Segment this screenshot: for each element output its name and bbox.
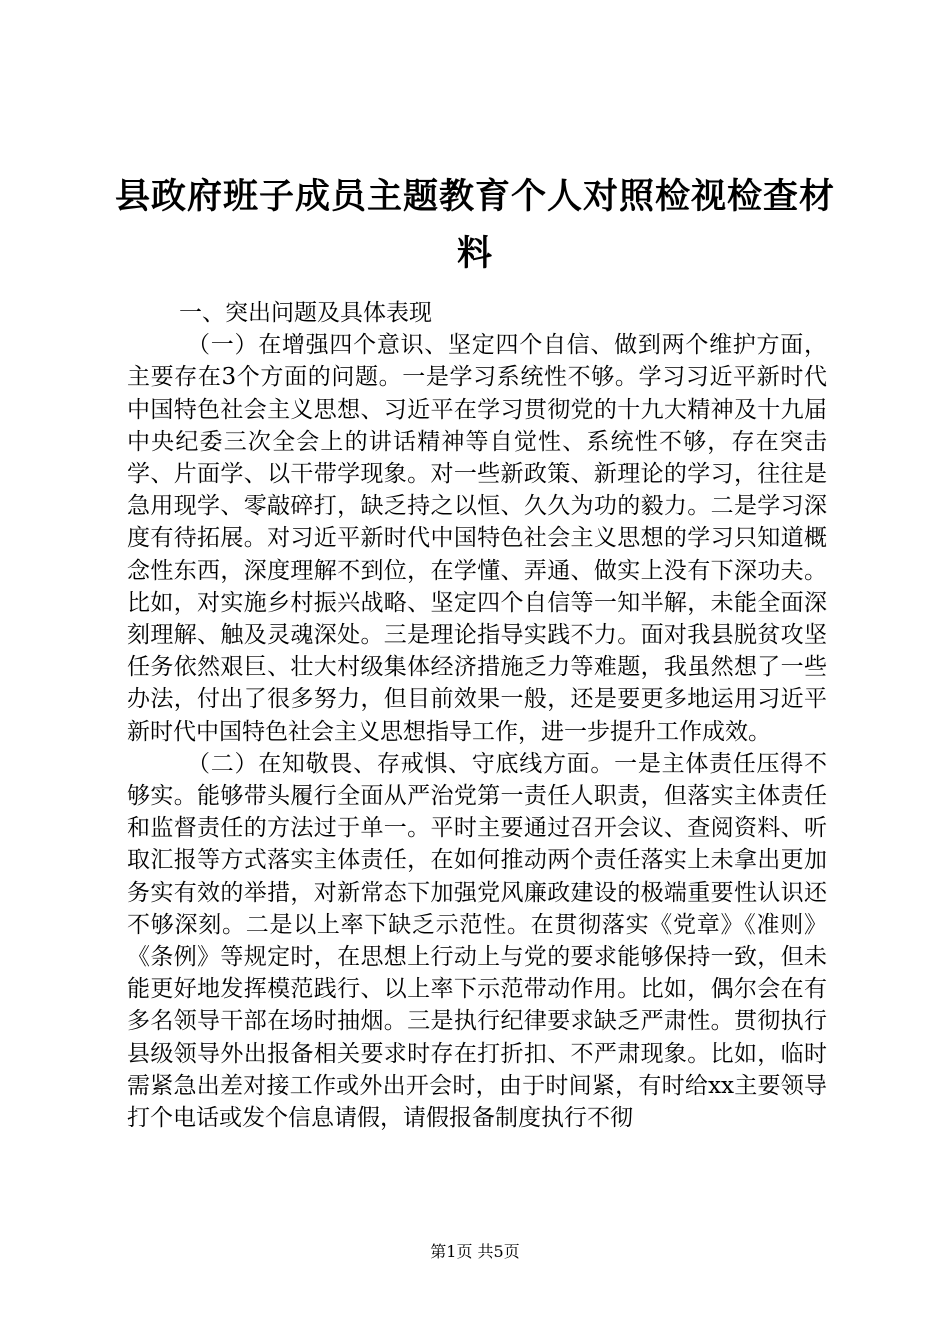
paragraph-2: （二）在知敬畏、存戒惧、守底线方面。一是主体责任压得不够实。能够带头履行全面从严治党第一责任人职责，但落实主体责任和监督责任的方法过于单一。平时主要通过召开会议、查阅资料、听取汇报等方式落实主体责任，在如何推动两个责任落实上未拿出更加务实有效的举措，对新常态下加强党风廉政建设的极端重要性认识还不够深刻。二是以上率下缺乏示范性。在贯彻落实《党章》《准则》《条例》等规定时，在思想上行动上与党的要求能够保持一致，但未能更好地发挥模范践行、以上率下示范带动作用。比如，偶尔会在有多名领导干部在场时抽烟。三是执行纪律要求缺乏严肃性。贯彻执行县级领导外出报备相关要求时存在打折扣、不严肃现象。比如，临时需紧急出差对接工作或外出开会时，由于时间紧，有时给xx主要领导打个电话或发个信息请假，请假报备制度执行不彻 — [127, 750, 827, 1132]
page-footer: 第1页 共5页 — [430, 1242, 520, 1261]
paragraph-1: （一）在增强四个意识、坚定四个自信、做到两个维护方面，主要存在3个方面的问题。一是学习系统性不够。学习习近平新时代中国特色社会主义思想、习近平在学习贯彻党的十九大精神及十九届中央纪委三次全会上的讲话精神等自觉性、系统性不够，存在突击学、片面学、以干带学现象。对一些新政策、新理论的学习，往往是急用现学、零敲碎打，缺乏持之以恒、久久为功的毅力。二是学习深度有待拓展。对习近平新时代中国特色社会主义思想的学习只知道概念性东西，深度理解不到位，在学懂、弄通、做实上没有下深功夫。比如，对实施乡村振兴战略、坚定四个自信等一知半解，未能全面深刻理解、触及灵魂深处。三是理论指导实践不力。面对我县脱贫攻坚任务依然艰巨、壮大村级集体经济措施乏力等难题，我虽然想了一些办法，付出了很多努力，但目前效果一般，还是要更多地运用习近平新时代中国特色社会主义思想指导工作，进一步提升工作成效。 — [127, 332, 827, 745]
section-heading: 一、突出问题及具体表现 — [179, 300, 432, 326]
document-body — [127, 297, 827, 1134]
document-title: 县政府班子成员主题教育个人对照检视检查材料 — [114, 176, 835, 274]
